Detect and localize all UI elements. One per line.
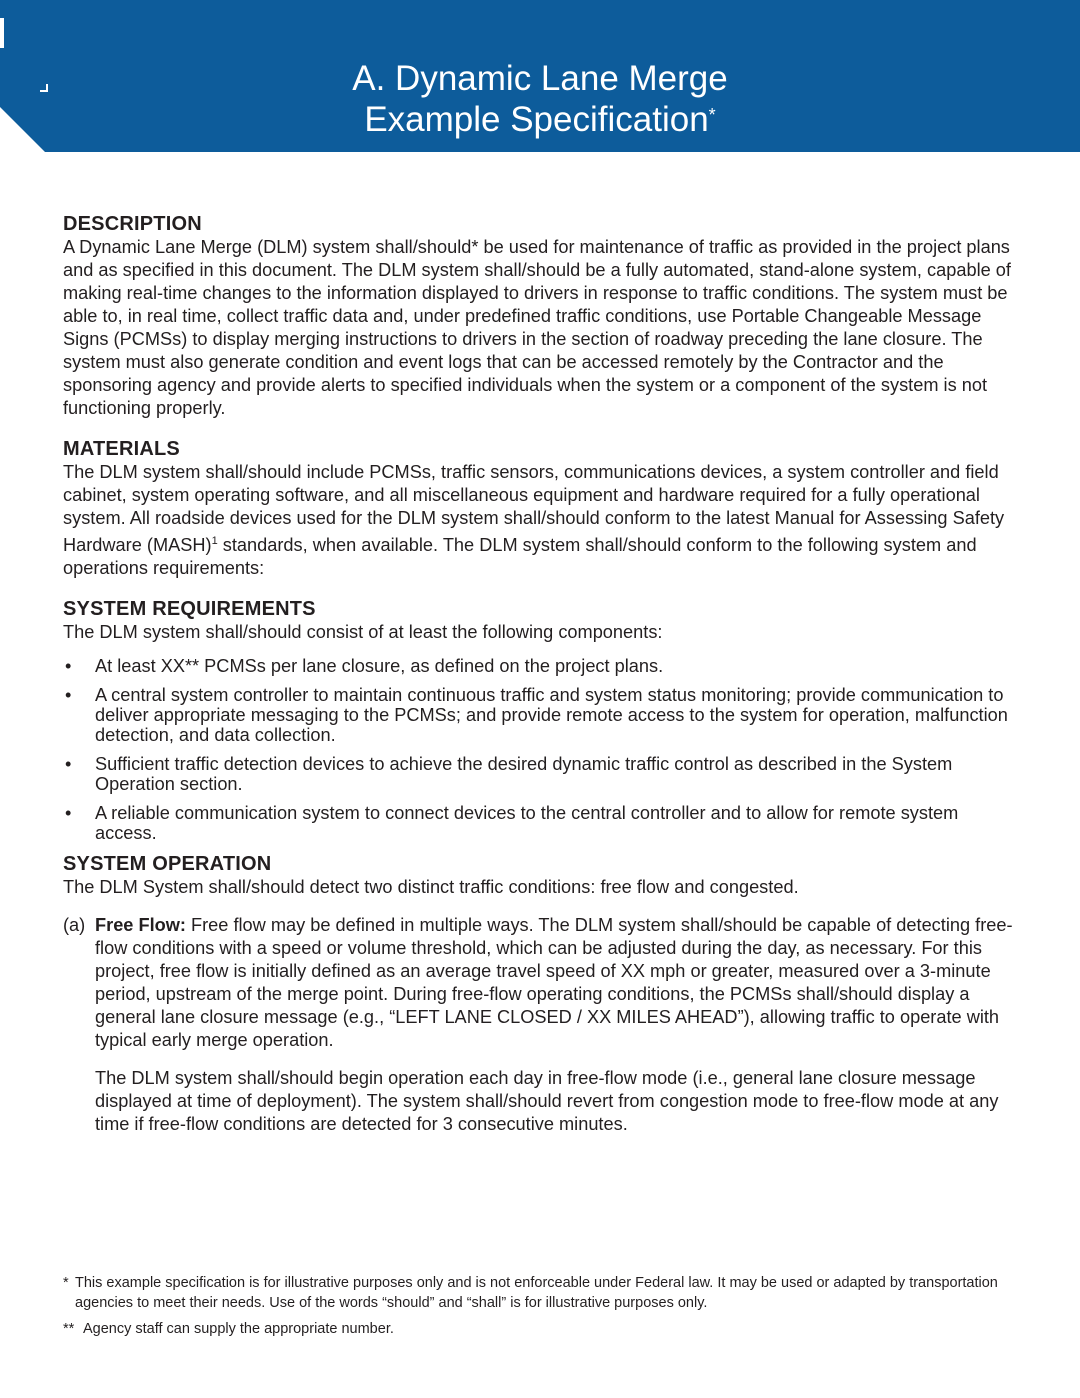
item-body	[95, 914, 1018, 1151]
bullet-marker: •	[65, 754, 72, 775]
list-item-text: At least XX** PCMSs per lane closure, as defined on the project plans.	[95, 656, 664, 677]
materials-text-part1: The DLM system shall/should include PCMSs, traffic sensors, communications devices, a system controller and field cabinet, system operating software, and all miscellaneous equipment and hardware required for a fully operational system. All roadside devices used for the DLM system shall/should conform to the latest Manual for Assessing Safety Hardware (MASH)	[63, 462, 1005, 556]
section-body-description: A Dynamic Lane Merge (DLM) system shall/should* be used for maintenance of traffic as provided in the project plans and as specified in this document. The DLM system shall/should be a fully automated, stand-alone system, capable of making real-time changes to the information displayed to drivers in response to traffic conditions. The system must be able to, in real time, collect traffic data and, under predefined traffic conditions, use Portable Changeable Message Signs (PCMSs) to display merging instructions to drivers in the section of roadway preceding the lane closure. The system must also generate condition and event logs that can be accessed remotely by the Contractor and the sponsoring agency and provide alerts to specified individuals when the system or a component of the system is not functioning properly.	[63, 237, 1011, 418]
section-heading-system-operation: SYSTEM OPERATION	[63, 853, 272, 876]
list-item-text: Sufficient traffic detection devices to achieve the desired dynamic traffic control as described in the System Operation section.	[95, 754, 953, 795]
footnote	[63, 1273, 1023, 1313]
list-item	[63, 656, 1018, 676]
section-heading-system-requirements: SYSTEM REQUIREMENTS	[63, 598, 316, 621]
section-intro-system-operation: The DLM System shall/should detect two distinct traffic conditions: free flow and congested.	[63, 877, 799, 898]
footnote-text: Agency staff can supply the appropriate number.	[83, 1321, 394, 1337]
page-title-line1: A. Dynamic Lane Merge	[352, 59, 728, 98]
footnotes	[63, 1273, 1023, 1345]
section-system-operation	[63, 852, 1018, 1151]
list-item	[63, 803, 1018, 843]
list-item-text: A central system controller to maintain continuous traffic and system status monitoring; provide communication to deliver appropriate messaging to the PCMSs; and provide remote access to the system for operation, malfunction detection, and data collection.	[95, 685, 1008, 746]
section-description	[63, 212, 1018, 420]
list-item	[63, 754, 1018, 794]
section-system-requirements	[63, 597, 1018, 843]
section-materials	[63, 437, 1018, 580]
section-heading-materials: MATERIALS	[63, 438, 180, 460]
footnote-mark: *	[63, 1275, 69, 1291]
operation-item-free-flow	[63, 914, 1018, 1151]
item-paragraph-1	[95, 914, 1018, 1052]
item-label: (a)	[63, 915, 86, 936]
title-footnote-mark: *	[708, 105, 716, 125]
item-paragraph-2: The DLM system shall/should begin operation each day in free-flow mode (i.e., general lane closure message displayed at time of deployment). The system shall/should revert from congestion mode to free-flow mode at any time if free-flow conditions are detected for 3 consecutive minutes.	[95, 1068, 999, 1135]
requirements-list	[63, 656, 1018, 843]
footnote-mark: **	[63, 1321, 75, 1337]
bullet-marker: •	[65, 685, 72, 706]
banner-edge-mark	[0, 18, 4, 48]
section-body-materials	[63, 461, 1018, 580]
footnote-text: This example specification is for illustrative purposes only and is not enforceable under Federal law. It may be used or adapted by transportation agencies to meet their needs. Use of the words “should” and “shall” is for illustrative purposes only.	[75, 1275, 998, 1311]
list-item	[63, 685, 1018, 745]
item-title: Free Flow:	[95, 915, 186, 936]
item-paragraph-1-text: Free flow may be defined in multiple ways. The DLM system shall/should be capable of detecting free-flow conditions with a speed or volume threshold, which can be adjusted during the day, as necessary. For this project, free flow is initially defined as an average travel speed of XX mph or greater, measured over a 3-minute period, upstream of the merge point. During free-flow operating conditions, the PCMSs shall/should display a general lane closure message (e.g., “LEFT LANE CLOSED / XX MILES AHEAD”), allowing traffic to operate with typical early merge operation.	[95, 915, 1013, 1051]
page-title-line2-text: Example Specification	[364, 100, 709, 139]
footnote	[63, 1319, 1023, 1339]
page-title	[0, 58, 1080, 140]
header-banner	[0, 0, 1080, 152]
materials-text-part2: standards, when available. The DLM system shall/should conform to the following system and operations requirements:	[63, 535, 977, 579]
main-content	[63, 212, 1018, 1168]
section-heading-description: DESCRIPTION	[63, 213, 202, 235]
bullet-marker: •	[65, 803, 72, 824]
bullet-marker: •	[65, 656, 72, 677]
materials-footnote-mark: 1	[211, 535, 218, 547]
list-item-text: A reliable communication system to connect devices to the central controller and to allow for remote system access.	[95, 803, 959, 844]
section-intro-system-requirements: The DLM system shall/should consist of at least the following components:	[63, 622, 663, 643]
page-title-line2	[0, 99, 1080, 140]
